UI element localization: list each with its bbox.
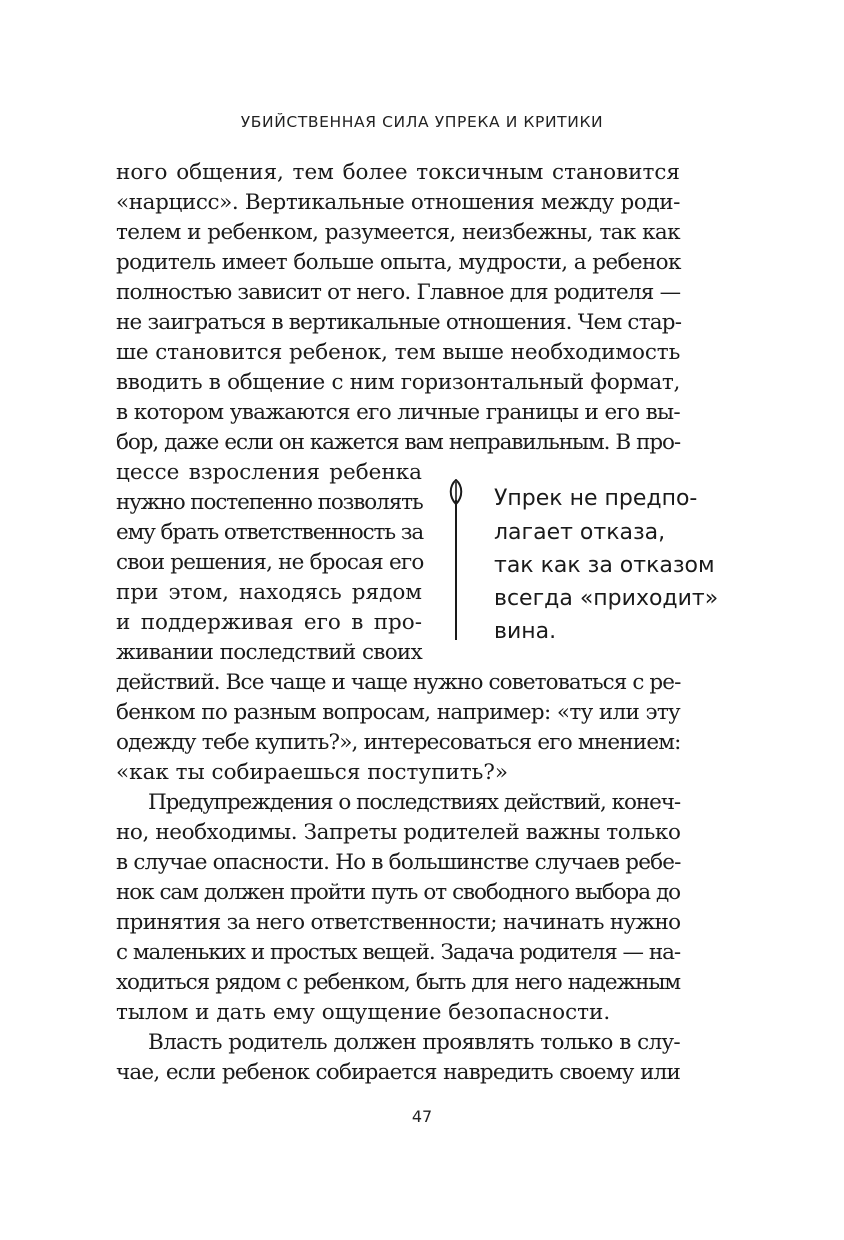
body-line: но, необходимы. Запреты родителей важны только xyxy=(116,820,681,845)
body-line: одежду тебе купить?», интересоваться его мнением: xyxy=(116,730,681,755)
body-line: нок сам должен пройти путь от свободного выбора до xyxy=(116,880,680,905)
body-line: ше становится ребенок, тем выше необходимость xyxy=(116,340,681,365)
pull-quote-line: всегда «приходит» xyxy=(494,586,719,611)
pull-quote-line: так как за отказом xyxy=(494,553,715,578)
body-line: чае, если ребенок собирается навредить своему или xyxy=(116,1060,680,1085)
body-line: бенком по разным вопросам, например: «ту или эту xyxy=(116,700,680,725)
pull-quote-line: вина. xyxy=(494,619,557,644)
body-line: Предупреждения о последствиях действий, конеч- xyxy=(148,790,680,815)
body-line: родитель имеет больше опыта, мудрости, а ребенок xyxy=(116,250,681,275)
pull-quote-line: Упрек не предпо- xyxy=(494,486,698,511)
body-line: ходиться рядом с ребенком, быть для него надежным xyxy=(116,970,680,995)
body-line: нужно постепенно позволять xyxy=(116,490,423,515)
body-line: вводить в общение с ним горизонтальный формат, xyxy=(116,370,680,395)
body-line: свои решения, не бросая его xyxy=(116,550,424,575)
body-line: «как ты собираешься поступить?» xyxy=(116,760,509,785)
body-line: цессе взросления ребенка xyxy=(116,460,422,485)
body-line: при этом, находясь рядом xyxy=(116,580,422,605)
body-line: ему брать ответственность за xyxy=(116,520,424,545)
body-line: бор, даже если он кажется вам неправильным. В про- xyxy=(116,430,680,455)
body-line: полностью зависит от него. Главное для родителя — xyxy=(116,280,681,305)
running-header: УБИЙСТВЕННАЯ СИЛА УПРЕКА И КРИТИКИ xyxy=(240,113,604,131)
page-number: 47 xyxy=(411,1107,433,1126)
body-line: не заиграться в вертикальные отношения. Чем стар- xyxy=(116,310,682,335)
body-line: действий. Все чаще и чаще нужно советоваться с ре- xyxy=(116,670,681,695)
body-line: в котором уважаются его личные границы и его вы- xyxy=(116,400,680,425)
body-line: Власть родитель должен проявлять только в слу- xyxy=(148,1030,680,1055)
body-line: в случае опасности. Но в большинстве случаев ребе- xyxy=(116,850,681,875)
body-line: принятия за него ответственности; начинать нужно xyxy=(116,910,681,935)
body-line: телем и ребенком, разумеется, неизбежны, так как xyxy=(116,220,680,245)
body-line: тылом и дать ему ощущение безопасности. xyxy=(116,1000,611,1025)
body-line: ного общения, тем более токсичным становится xyxy=(116,160,680,185)
pull-quote-line: лагает отказа, xyxy=(494,520,666,545)
body-line: живании последствий своих xyxy=(116,640,422,665)
body-line: «нарцисс». Вертикальные отношения между роди- xyxy=(116,190,680,215)
body-line: с маленьких и простых вещей. Задача родителя — на- xyxy=(116,940,680,965)
body-line: и поддерживая его в про- xyxy=(116,610,422,635)
pull-quote-rule xyxy=(455,500,457,640)
